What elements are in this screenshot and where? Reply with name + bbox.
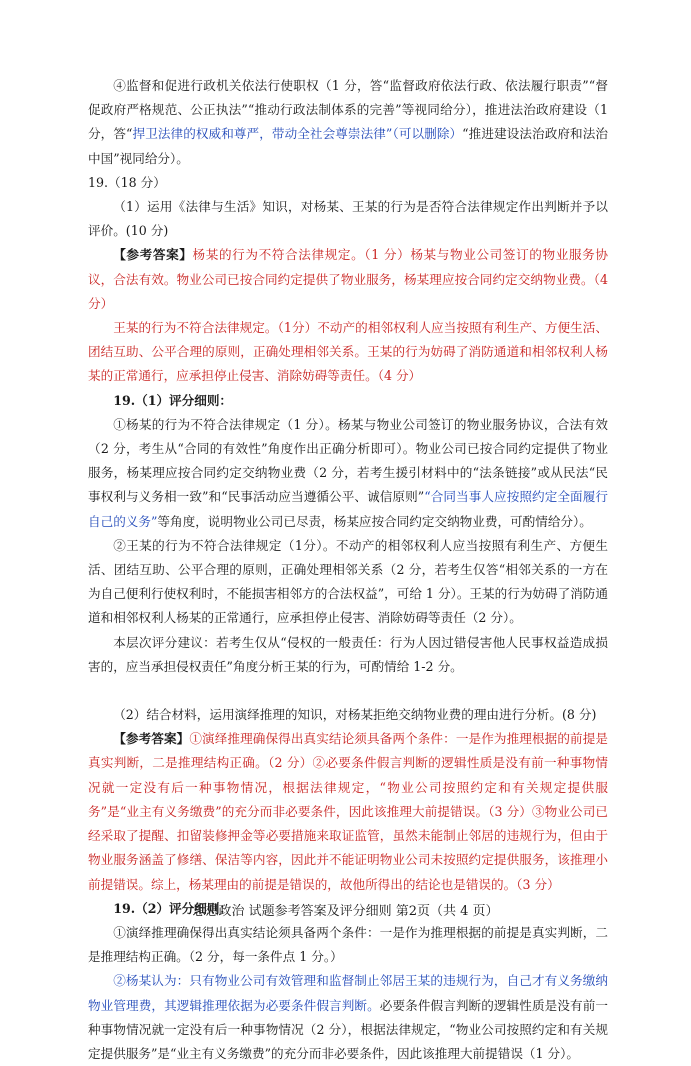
question-19-part1: （1）运用《法律与生活》知识，对杨某、王某的行为是否符合法律规定作出判断并予以评价。(10 分) xyxy=(88,199,608,239)
question-19-heading: 19.（18 分） xyxy=(88,174,166,190)
scoring-detail-19-2-point1: ①演绎推理确保得出真实结论须具备两个条件：一是作为推理根据的前提是真实判断，二是推理结构正确。（2 分，每一条件点 1 分。） xyxy=(88,924,608,965)
scoring-suggestion-note: 本层次评分建议：若考生仅从“侵权的一般责任：行为人因过错侵害他人民事权益造成损害的，应当承担侵权责任”角度分析王某的行为，可酌情给 1-2 分。 xyxy=(88,634,608,674)
scoring-detail-19-2-title: 19.（2）评分细则： xyxy=(113,900,233,916)
answer-19-1-wang: 王某的行为不符合法律规定。（1分）不动产的相邻权利人应当按照有利生产、方便生活、团结互助、公平合理的原则，正确处理相邻关系。王某的行为妨碍了消防通道和相邻权利人杨某的正常通行，应承担停止侵害、消除妨碍等责任。（4 分） xyxy=(88,320,608,384)
answer-19-2: 【参考答案】①演绎推理确保得出真实结论须具备两个条件：一是作为推理根据的前提是真实判断，二是推理结构正确。（2 分）②必要条件假言判断的逻辑性质是没有前一种事物情况就一定没有后一种事物情况，根据法律规定，“物业公司按照约定和有关规定提供服务”是“业主有义务缴费”的充分而非必要条件，因此该推理大前提错误。（3 分）③物业公司已经采取了提醒、扣留装修押金等必要措施来取证监管，虽然未能制止邻居的违规行为，但由于物业服务涵盖了修缮、保洁等内容，因此并不能证明物业公司未按照约定提供服务，该推理小前提错误。综上，杨某理由的前提是错误的，故他所得出的结论也是错误的。（3 分） xyxy=(88,731,609,892)
answer-label: 【参考答案】 xyxy=(113,247,193,263)
paragraph-q18-point4: ④监督和促进行政机关依法行使职权（1 分，答“监督政府依法行政、依法履行职责”“督促政府严格规范、公正执法”“推动行政法制体系的完善”等视同给分），推进法治政府建设（1 分，答“捍卫法律的权威和尊严，带动全社会尊崇法律”（可以删除）“推进建设法治政府和法治中国”视同给分）。 xyxy=(88,78,608,166)
scoring-detail-19-1-yang: ①杨某的行为不符合法律规定（1 分）。杨某与物业公司签订的物业服务协议，合法有效（2 分，考生从“合同的有效性”角度作出正确分析即可）。物业公司已按合同约定提供了物业服务，杨某理应按合同约定交纳物业费（2 分，若考生援引材料中的“法条链接”或从民法“民事权利与义务相一致”和“民事活动应当遵循公平、诚信原则”“合同当事人应按照约定全面履行自己的义务”等角度，说明物业公司已尽责，杨某应按合同约定交纳物业费，可酌情给分）。 xyxy=(88,416,608,529)
question-19-part2: （2）结合材料，运用演绎推理的知识，对杨某拒绝交纳物业费的理由进行分析。(8 分) xyxy=(113,707,597,723)
spacer xyxy=(88,679,608,703)
scoring-detail-19-1-title: 19.（1）评分细则： xyxy=(113,392,233,408)
optional-phrase: 捍卫法律的权威和尊严，带动全社会尊崇法律”（可以删除） xyxy=(132,126,463,142)
answer-19-1-yang: 【参考答案】杨某的行为不符合法律规定。（1 分）杨某与物业公司签订的物业服务协议，合法有效。物业公司已按合同约定提供了物业服务，杨某理应按合同约定交纳物业费。（4 分） xyxy=(88,247,608,311)
answer-label: 【参考答案】 xyxy=(113,731,190,747)
scoring-detail-19-2-point2: ②杨某认为：只有物业公司有效管理和监督制止邻居王某的违规行为，自己才有义务缴纳物业管理费，其逻辑推理依据为必要条件假言判断。必要条件假言判断的逻辑性质是没有前一种事物情况就一定没有后一种事物情况（2 分），根据法律规定，“物业公司按照约定和有关规定提供服务”是“业主有义务缴费”的充分而非必要条件，因此该推理大前提错误（1 分）。 xyxy=(88,973,609,1061)
scoring-detail-19-1-wang: ②王某的行为不符合法律规定（1分）。不动产的相邻权利人应当按照有利生产、方便生活、团结互助、公平合理的原则，正确处理相邻关系（2 分，若考生仅答“相邻关系的一方在为自己便利行使权利时，不能损害相邻方的合法权益”，可给 1 分）。王某的行为妨碍了消防通道和相邻权利人杨某的正常通行，应承担停止侵害、消除妨碍等责任（2 分）。 xyxy=(88,537,608,626)
page-footer: 思想政治 试题参考答案及评分细则 第2页（共 4 页） xyxy=(192,904,499,919)
